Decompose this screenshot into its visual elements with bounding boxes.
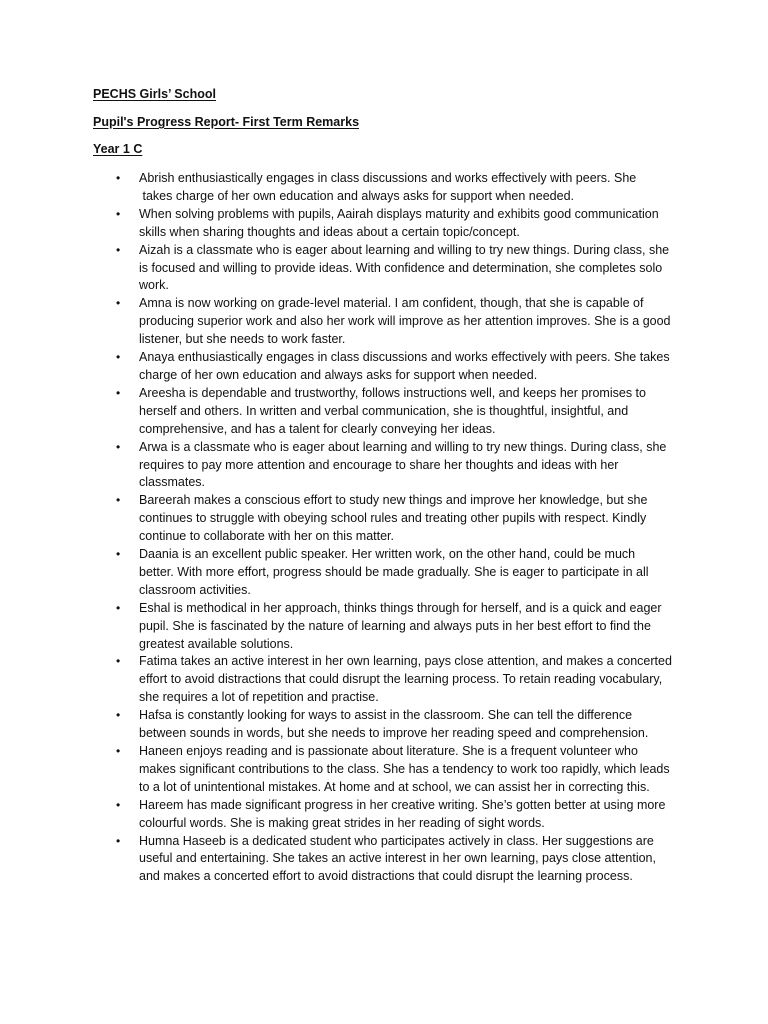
- bullet-icon: •: [116, 493, 121, 508]
- remark-text: Daania is an excellent public speaker. Her written work, on the other hand, could be much better. With more effort, progress should be made gradually. She is eager to participate in all classroom activities.: [139, 547, 649, 597]
- bullet-icon: •: [116, 600, 121, 615]
- bullet-icon: •: [116, 744, 121, 758]
- remark-text: Humna Haseeb is a dedicated student who participates actively in class. Her suggestions are useful and entertaining. She takes an active interest in her own learning, pays close attention, and makes a concerted effort to avoid distractions that could disrupt the learning process.: [139, 833, 656, 884]
- remark-item: [0, 797, 672, 833]
- remark-text: Hareem has made significant progress in her creative writing. She’s gotten better at using more colourful words. She is making great strides in her reading of sight words.: [139, 797, 666, 830]
- remarks-list: [0, 170, 768, 886]
- remark-text: Fatima takes an active interest in her own learning, pays close attention, and makes a concerted effort to avoid distractions that could disrupt the learning process. To retain reading vocabulary, she requires a lot of repetition and practise.: [139, 654, 672, 705]
- remark-text: Aizah is a classmate who is eager about learning and willing to try new things. During class, she is focused and willing to provide ideas. With confidence and determination, she completes solo work.: [139, 242, 670, 293]
- remark-item: [0, 170, 672, 206]
- remark-text: Anaya enthusiastically engages in class discussions and works effectively with peers. She takes charge of her own education and always asks for support when needed.: [139, 350, 670, 382]
- remark-item: [0, 492, 672, 546]
- bullet-icon: •: [116, 296, 121, 311]
- remark-item: [0, 743, 672, 797]
- bullet-icon: •: [116, 547, 121, 562]
- remark-text: Hafsa is constantly looking for ways to assist in the classroom. She can tell the difference between sounds in words, but she needs to improve her reading speed and comprehension.: [139, 708, 649, 741]
- report-title-heading: Pupil's Progress Report- First Term Remarks: [93, 115, 360, 129]
- remark-text: Haneen enjoys reading and is passionate about literature. She is a frequent volunteer who makes significant contributions to the class. She has a tendency to work too rapidly, which leads to a lot of unintentional mistakes. At home and at school, we can assist her in correcting this.: [139, 744, 670, 794]
- class-name-heading: Year 1 C: [93, 142, 143, 156]
- remark-text: Eshal is methodical in her approach, thinks things through for herself, and is a quick and eager pupil. She is fascinated by the nature of learning and always puts in her best effort to find the greatest available solutions.: [139, 600, 662, 651]
- remark-item: [0, 206, 672, 242]
- remark-item: [0, 600, 672, 654]
- bullet-icon: •: [116, 439, 121, 454]
- bullet-icon: •: [116, 654, 121, 669]
- remark-item: [0, 546, 672, 600]
- remark-text: Abrish enthusiastically engages in class discussions and works effectively with peers. She takes charge of her own education and always asks for support when needed.: [139, 171, 637, 203]
- remark-text: Bareerah makes a conscious effort to study new things and improve her knowledge, but she continues to struggle with obeying school rules and treating other pupils with respect. Kindly continue to collaborate with her on this matter.: [139, 493, 648, 544]
- remark-text: Arwa is a classmate who is eager about learning and willing to try new things. During class, she requires to pay more attention and encourage to share her thoughts and ideas with her classmates.: [139, 439, 667, 490]
- remark-text: Amna is now working on grade-level material. I am confident, though, that she is capable of producing superior work and also her work will improve as her attention improves. She is a good listener, but she needs to work faster.: [139, 296, 671, 347]
- bullet-icon: •: [116, 833, 121, 848]
- remark-item: [0, 349, 672, 385]
- remark-item: [0, 653, 672, 707]
- remark-item: [0, 242, 672, 296]
- remark-item: [0, 295, 672, 349]
- bullet-icon: •: [116, 206, 121, 221]
- remark-text: When solving problems with pupils, Aairah displays maturity and exhibits good communication skills when sharing thoughts and ideas about a certain topic/concept.: [139, 206, 659, 239]
- remark-item: [0, 385, 672, 439]
- bullet-icon: •: [116, 242, 121, 257]
- remark-item: [0, 439, 672, 493]
- school-name-heading: PECHS Girls’ School: [93, 87, 216, 101]
- bullet-icon: •: [116, 385, 121, 400]
- bullet-icon: •: [116, 797, 121, 812]
- remark-text: Areesha is dependable and trustworthy, follows instructions well, and keeps her promises to herself and others. In written and verbal communication, she is thoughtful, insightful, and comprehensive, and has a talent for clearly conveying her ideas.: [139, 385, 646, 436]
- remark-item: [0, 707, 672, 743]
- bullet-icon: •: [116, 171, 121, 185]
- bullet-icon: •: [116, 350, 121, 365]
- bullet-icon: •: [116, 708, 121, 723]
- remark-item: [0, 833, 672, 887]
